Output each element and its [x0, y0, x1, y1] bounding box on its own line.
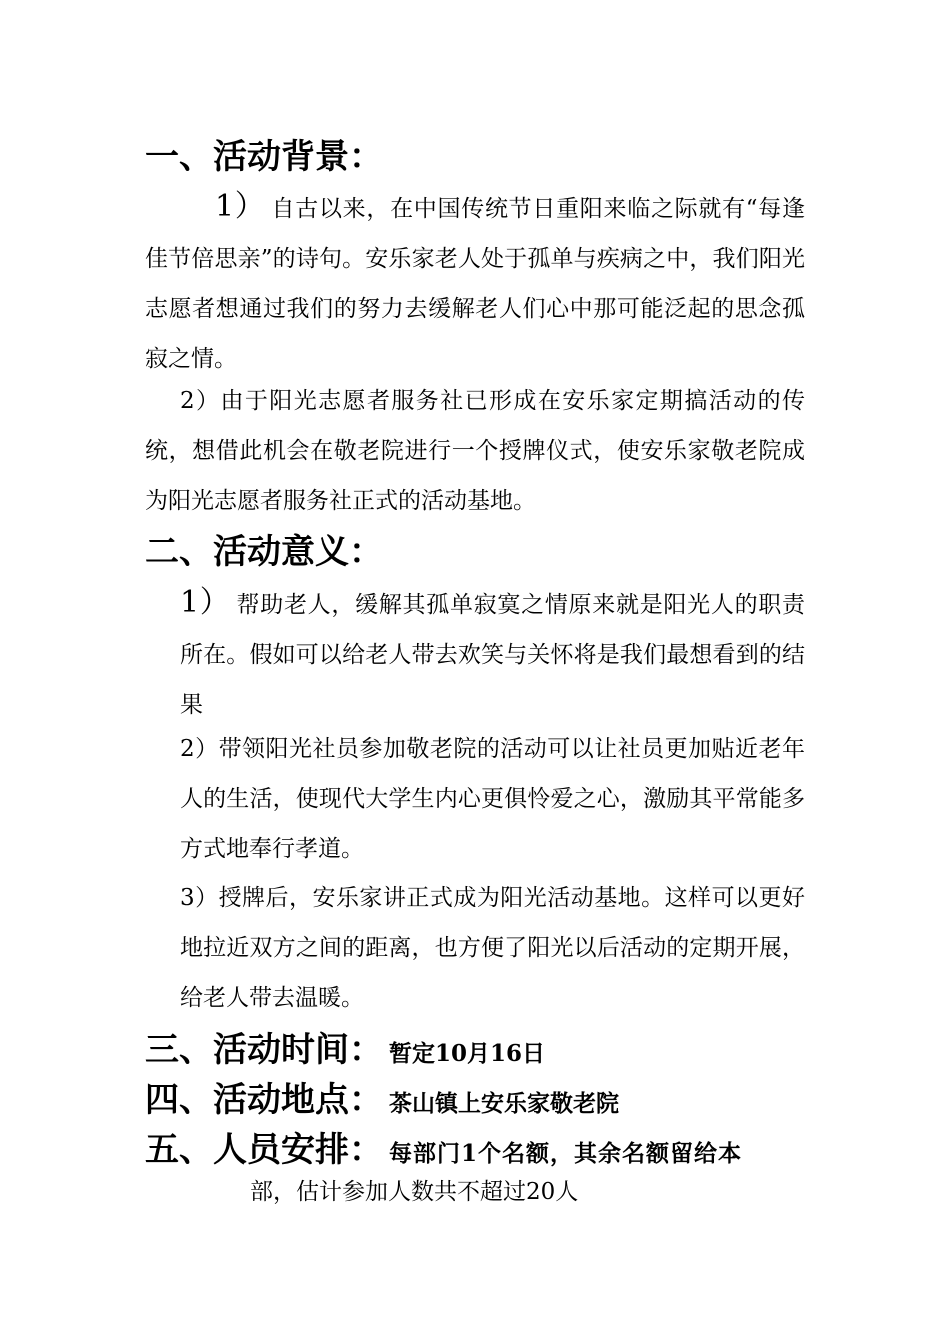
- background-paragraph-1: [145, 182, 805, 384]
- significance-paragraph-1: [180, 578, 805, 730]
- section-heading-significance: 二、活动意义：: [145, 532, 383, 572]
- significance-paragraph-2: 2）带领阳光社员参加敬老院的活动可以让社员更加贴近老年人的生活，使现代大学生内心更俱怜爱之心，激励其平常能多方式地奉行孝道。: [180, 736, 805, 862]
- staff-value-line1: 每部门1个名额，其余名额留给本: [389, 1140, 743, 1167]
- heading-text: 三、活动时间：: [145, 1030, 383, 1070]
- section-heading-place: [145, 1080, 619, 1124]
- time-value: 暂定10月16日: [389, 1040, 546, 1067]
- section-heading-time: [145, 1030, 545, 1074]
- significance-paragraph-3: 3）授牌后，安乐家讲正式成为阳光活动基地。这样可以更好地拉近双方之间的距离，也方便了阳光以后活动的定期开展，给老人带去温暖。: [180, 885, 805, 1011]
- place-value: 茶山镇上安乐家敬老院: [389, 1090, 619, 1117]
- background-paragraph-2: 2）由于阳光志愿者服务社已形成在安乐家定期搞活动的传统，想借此机会在敬老院进行一个授牌仪式，使安乐家敬老院成为阳光志愿者服务社正式的活动基地。: [145, 388, 805, 514]
- item-number: 1）: [180, 585, 231, 620]
- staff-value-line2: 部，估计参加人数共不超过20人: [250, 1179, 579, 1205]
- section-heading-staff: [145, 1130, 742, 1174]
- section-heading-background: 一、活动背景：: [145, 137, 383, 177]
- paragraph-text: 帮助老人，缓解其孤单寂寞之情原来就是阳光人的职责所在。假如可以给老人带去欢笑与关怀将是我们最想看到的结果: [180, 592, 806, 718]
- paragraph-text: 自古以来，在中国传统节日重阳来临之际就有“每逢佳节倍思亲”的诗句。安乐家老人处于孤单与疾病之中，我们阳光志愿者想通过我们的努力去缓解老人们心中那可能泛起的思念孤寂之情。: [145, 196, 805, 372]
- heading-text: 四、活动地点：: [145, 1080, 383, 1120]
- item-number: 1）: [215, 189, 266, 224]
- heading-text: 五、人员安排：: [145, 1130, 383, 1170]
